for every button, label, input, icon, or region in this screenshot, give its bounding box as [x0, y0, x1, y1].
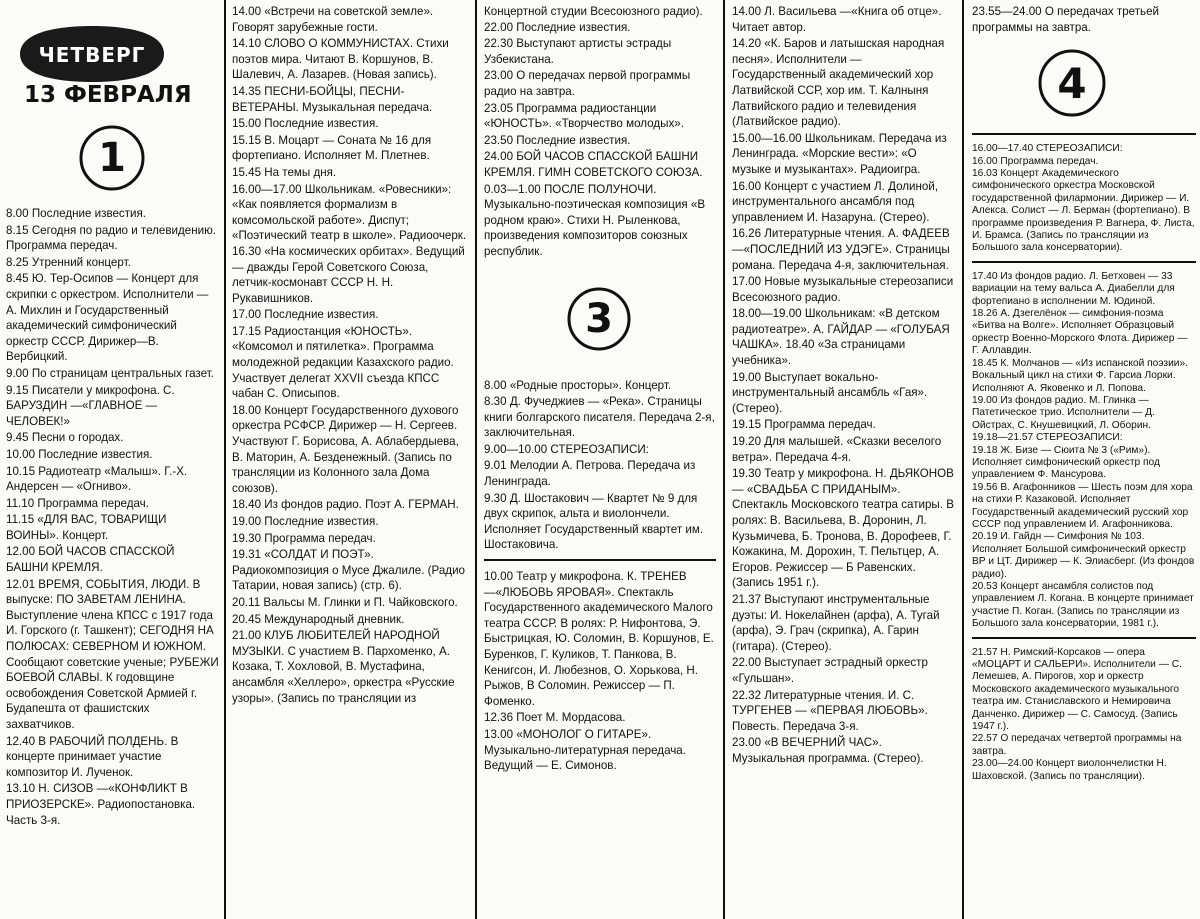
entry-time: 12.00: [6, 545, 36, 559]
entry-time: 12.36: [484, 711, 514, 725]
schedule-entry: [232, 133, 468, 164]
section-rule: [484, 559, 716, 561]
entry-text: «В ВЕЧЕРНИЙ ЧАС». Музыкальная программа. (Стерео).: [732, 736, 924, 765]
entry-time: 21.57: [972, 646, 998, 658]
channel-3-number: 3: [585, 295, 613, 342]
entry-text: И. Гайдн — Симфония № 103. Исполняет Большой симфонический оркестр ВР и ЦТ. Дирижер — К. Элиасберг. (Из фондов радио).: [972, 531, 1195, 580]
schedule-entry: [972, 271, 1196, 308]
schedule-entry: [232, 307, 468, 323]
schedule-list-col5-bottom: [972, 647, 1196, 783]
column-3: [484, 4, 716, 775]
schedule-entry: [6, 496, 220, 512]
entry-time: 20.53: [972, 581, 998, 592]
entry-text: Литературные чтения. А. ФАДЕЕВ—«ПОСЛЕДНИЙ ИЗ УДЭГЕ». Страницы романа. Передача 4-я, заключительная.: [732, 227, 950, 272]
schedule-entry: [232, 547, 468, 594]
entry-text: В. Агафонников — Шесть поэм для хора на стихи Р. Казаковой. Исполняет Государственный академический русский хор СССР под управлением И. Агафонникова.: [972, 481, 1193, 530]
entry-text: Д. Шостакович — Квартет № 9 для двух скрипок, альта и виолончели. Исполняет Государственный квартет им. Шостаковича.: [484, 491, 704, 552]
schedule-entry: [972, 308, 1196, 358]
entry-time: 16.26: [732, 227, 762, 241]
day-label: ЧЕТВЕРГ: [38, 43, 146, 67]
entry-text: Для малышей. «Сказки веселого ветра». Передача 4-я.: [732, 435, 942, 464]
entry-text: Школьникам: «В детском радиотеатре». А. ГАЙДАР — «ГОЛУБАЯ ЧАШКА». 18.40 «За страницами учебника».: [732, 307, 950, 368]
entry-text: 16.00—17.40 СТЕРЕОЗАПИСИ:: [972, 143, 1123, 155]
entry-text: Писатели у микрофона. С. БАРУЗДИН —«ГЛАВНОЕ — ЧЕЛОВЕК!»: [6, 383, 175, 428]
schedule-entry: [732, 434, 956, 465]
schedule-entry: [232, 403, 468, 497]
entry-time: 21.00: [232, 629, 262, 643]
entry-text: «Встречи на советской земле». Говорят зарубежные гости.: [232, 5, 434, 34]
entry-time: 10.00: [484, 570, 514, 584]
schedule-entry: [6, 383, 220, 430]
entry-time: 24.00: [484, 150, 514, 164]
entry-time: 13.10: [6, 782, 36, 796]
entry-time: 22.00: [484, 20, 514, 34]
entry-text: Радиотеатр «Малыш». Г.-Х. Андерсен — «Огниво».: [6, 464, 188, 494]
entry-time: 23.00: [484, 69, 514, 83]
schedule-entry: [732, 274, 956, 305]
entry-text: Сегодня по радио и телевидению. Программа передач.: [6, 223, 217, 253]
schedule-entry: [484, 458, 716, 489]
entry-text: Концерт виолончелистки Н. Шаховской. (Запись по трансляции).: [972, 758, 1167, 782]
entry-text: Мелодии А. Петрова. Передача из Ленинграда.: [484, 459, 696, 489]
entry-time: 17.00: [232, 308, 262, 322]
schedule-entry: [232, 324, 468, 402]
entry-text: Последние известия.: [516, 20, 631, 34]
entry-time: 12.40: [6, 734, 36, 748]
entry-time: 19.30: [232, 531, 262, 545]
entry-text: Программа радиостанции «ЮНОСТЬ». «Творчество молодых».: [484, 101, 684, 131]
entry-text: По страницам центральных газет.: [31, 366, 214, 380]
channel-1-badge: [78, 124, 146, 192]
entry-time: 19.18: [972, 444, 998, 456]
entry-time: 16.00—17.00: [232, 182, 302, 196]
entry-time: 19.00: [972, 394, 998, 406]
schedule-entry: [484, 182, 716, 260]
schedule-entry: [972, 531, 1196, 581]
section-rule: [972, 261, 1196, 263]
entry-time: 19.15: [732, 418, 762, 432]
schedule-entry: [732, 179, 956, 226]
entry-text: Школьникам. «Ровесники»: «Как появляется формализм в комсомольской работе». Диспут; «Поэтический театр в школе». Радиоочерк. 16.30 «На космических орбитах». Ведущий — дважды Герой Советского Союза, летчик-космонавт СССР Н. Н. Рукавишников.: [232, 182, 467, 305]
schedule-entry: [6, 447, 220, 463]
schedule-list-col2: [232, 4, 468, 706]
entry-time: 18.00—19.00: [732, 307, 802, 321]
schedule-entry: [232, 182, 468, 307]
entry-time: 8.00: [484, 378, 507, 392]
schedule-list-col3-mid: [484, 378, 716, 554]
entry-text: Из фондов радио. Поэт А. ГЕРМАН.: [264, 498, 459, 512]
schedule-entry: [972, 432, 1196, 444]
entry-time: 15.00: [232, 117, 262, 131]
schedule-entry: [232, 84, 468, 115]
schedule-entry: [232, 628, 468, 706]
entry-time: 17.15: [232, 324, 262, 338]
schedule-entry: [972, 758, 1196, 783]
entry-text: Последние известия.: [38, 447, 153, 461]
schedule-entry: [6, 430, 220, 446]
entry-time: 9.30: [484, 491, 507, 505]
entry-time: 22.57: [972, 733, 998, 745]
entry-time: 9.45: [6, 431, 29, 445]
schedule-entry: [484, 68, 716, 99]
entry-text: «К. Баров и латышская народная песня». Исполнители — Государственный академический хор Латвийской ССР, хор им. Т. Калныня Латвийского радио и телевидения (Латвийское радио).: [732, 37, 945, 129]
schedule-list-col5-top: [972, 4, 1196, 35]
entry-text: Н. СИЗОВ —«КОНФЛИКТ В ПРИОЗЕРСКЕ». Радиопостановка. Часть 3-я.: [6, 782, 196, 827]
schedule-entry: [484, 36, 716, 67]
schedule-entry: [732, 417, 956, 433]
entry-time: 22.00: [732, 656, 762, 670]
entry-time: 22.32: [732, 688, 762, 702]
entry-text: Последние известия.: [516, 133, 631, 147]
entry-time: 10.15: [6, 464, 36, 478]
entry-text: Радиостанция «ЮНОСТЬ». «Комсомол и пятилетка». Программа молодежной редакции Казахского радио. Участвует делегат XXVII съезда КПСС чабан С. Описыпов.: [232, 324, 454, 401]
divider: [962, 0, 964, 919]
entry-text: Литературные чтения. И. С. ТУРГЕНЕВ — «ПЕРВАЯ ЛЮБОВЬ». Повесть. Передача 3-я.: [732, 688, 928, 733]
entry-text: ПОСЛЕ ПОЛУНОЧИ. Музыкально-поэтическая композиция «В родном краю». Стихи Н. Рыленкова, произведения композиторов союзных республик.: [484, 182, 706, 258]
entry-text: О передачах четвертой программы на завтра.: [972, 733, 1182, 757]
schedule-entry: [972, 647, 1196, 734]
schedule-list-col5-mid: [972, 271, 1196, 631]
entry-time: 20.11: [232, 595, 261, 609]
schedule-entry: [484, 710, 716, 726]
schedule-list-col5-stereo1: [972, 143, 1196, 255]
section-rule: [972, 133, 1196, 135]
entry-time: 11.10: [6, 496, 35, 510]
entry-time: 0.03—1.00: [484, 182, 541, 196]
entry-time: 8.15: [6, 223, 29, 237]
entry-text: К. Молчанов — «Из испанской поэзии». Вокальный цикл на стихи Ф. Гарсиа Лорки. Исполняют А. Яковенко и Л. Попова.: [972, 357, 1188, 394]
entry-time: 14.00: [732, 5, 762, 18]
schedule-entry: [6, 366, 220, 382]
schedule-entry: [232, 497, 468, 513]
entry-time: 23.05: [484, 101, 514, 115]
schedule-entry: [232, 165, 468, 181]
schedule-entry: [972, 4, 1196, 35]
entry-text: В РАБОЧИЙ ПОЛДЕНЬ. В концерте принимает участие композитор И. Лученок.: [6, 734, 179, 779]
schedule-entry: [484, 20, 716, 36]
schedule-entry: [972, 156, 1196, 168]
entry-text: Последние известия.: [31, 207, 147, 220]
column-1: [6, 4, 220, 829]
schedule-entry: [232, 36, 468, 83]
schedule-entry: [972, 581, 1196, 631]
entry-text: Новые музыкальные стереозаписи Всесоюзного радио.: [732, 275, 954, 304]
entry-text: Л. Васильева —«Книга об отце». Читает автор.: [732, 5, 942, 34]
schedule-entry: [732, 306, 956, 368]
entry-time: 23.55—24.00: [972, 5, 1042, 18]
divider: [723, 0, 725, 919]
schedule-entry: [732, 655, 956, 686]
schedule-entry: [972, 395, 1196, 432]
entry-time: 19.20: [732, 435, 762, 449]
divider: [475, 0, 477, 919]
entry-time: 17.00: [732, 275, 762, 289]
schedule-entry: [484, 569, 716, 709]
column-4: [732, 4, 956, 768]
entry-text: Концерт Государственного духового оркестра РСФСР. Дирижер — Н. Сергеев. Участвуют Г. Борисова, А. Аблабердыева, В. Маторин, А. Безденежный. (Запись по трансляции из Колонного зала Дома союзов).: [232, 403, 459, 495]
entry-text: Школьникам. Передача из Ленинграда. «Морские вести»: «О музыке и музыкантах». Радиоигра.: [732, 131, 947, 176]
entry-text: ПЕСНИ-БОЙЦЫ, ПЕСНИ-ВЕТЕРАНЫ. Музыкальная передача.: [232, 84, 433, 114]
entry-text: Из фондов радио. Л. Бетховен — 33 вариации на тему вальса А. Диабелли для фортепиано в исполнении М. Юдиной.: [972, 270, 1175, 307]
schedule-entry: [6, 206, 220, 222]
entry-text: «ДЛЯ ВАС, ТОВАРИЩИ ВОИНЫ». Концерт.: [6, 513, 167, 542]
schedule-entry: [232, 116, 468, 132]
entry-time: 12.01: [6, 577, 36, 591]
entry-text: СЛОВО О КОММУНИСТАХ. Стихи поэтов мира. Читают В. Коршунов, В. Шалевич, А. Лазарев. (Новая запись).: [232, 37, 449, 82]
schedule-entry: [484, 394, 716, 441]
date-label: 13 ФЕВРАЛЯ: [24, 82, 192, 108]
entry-time: 18.40: [232, 498, 262, 512]
schedule-entry: [972, 445, 1196, 482]
entry-time: 22.30: [484, 37, 514, 51]
entry-time: 16.03: [972, 168, 998, 179]
entry-text: Выступают артисты эстрады Узбекистана.: [484, 37, 672, 66]
entry-text: Программа передач.: [37, 496, 149, 510]
schedule-entry: [732, 466, 956, 591]
entry-text: Н. Римский-Корсаков — опера «МОЦАРТ И САЛЬЕРИ». Исполнители — С. Лемешев, А. Пирогов, хор и оркестр Московского академического музыкального театра им. Станиславского и Немировича Данченко. Дирижер — С. Самосуд. (Запись 1947 г.).: [972, 646, 1182, 733]
entry-text: Вальсы М. Глинки и П. Чайковского.: [263, 595, 458, 609]
entry-text: На темы дня.: [264, 165, 337, 179]
schedule-entry: [732, 131, 956, 178]
entry-text: Из фондов радио. М. Глинка — Патетическое трио. Исполнители — Д. Ойстрах, С. Кнушевицкий, Л. Оборин.: [972, 394, 1155, 431]
schedule-entry: [484, 727, 716, 774]
entry-time: 9.15: [6, 383, 29, 397]
entry-time: 10.00: [6, 447, 36, 461]
schedule-list-col1: [6, 206, 220, 828]
entry-time: 17.40: [972, 270, 998, 282]
entry-text: Последние известия.: [264, 117, 379, 131]
entry-time: 15.00—16.00: [732, 131, 802, 145]
entry-text: КЛУБ ЛЮБИТЕЛЕЙ НАРОДНОЙ МУЗЫКИ. С участием В. Пархоменко, А. Козака, Т. Хохловой, В. Мустафина, ансамбля «Хеллеро», оркестра «Русские узоры». (Запись по трансляции из: [232, 629, 455, 705]
entry-text: Концерт Академического симфонического оркестра Московской государственной филармонии. Дирижер — И. Алекса. Солист — Л. Берман (фортепиано). В программе произведения Р. Вагнера, Ф. Листа, И. Брамса. (Запись по трансляции из Большого зала консерватории).: [972, 168, 1195, 254]
entry-time: 8.45: [6, 272, 29, 286]
schedule-entry: [972, 482, 1196, 532]
schedule-list-col3-top: [484, 20, 716, 260]
entry-text: Песни о городах.: [31, 431, 124, 445]
entry-time: 14.35: [232, 84, 262, 98]
entry-text: Д. Фучеджиев — «Река». Страницы книги болгарского писателя. Передача 2-я, заключительная.: [484, 395, 715, 440]
entry-time: 14.00: [232, 5, 262, 18]
entry-time: 23.00—24.00: [972, 758, 1034, 770]
entry-time: 19.00: [232, 515, 262, 528]
channel-4-badge: [1036, 47, 1108, 119]
schedule-entry: [484, 378, 716, 394]
entry-text: 19.18—21.57 СТЕРЕОЗАПИСИ:: [972, 432, 1123, 444]
entry-time: 14.10: [232, 37, 262, 51]
schedule-entry: [732, 735, 956, 766]
entry-text: А. Дзегелёнок — симфония-поэма «Битва на Волге». Исполняет Образцовый оркестр Военно-Морского Флота. Дирижер — Г. Аллавдин.: [972, 308, 1188, 357]
entry-text: Утренний концерт.: [31, 255, 131, 269]
entry-time: 19.30: [732, 467, 762, 481]
entry-time: 20.19: [972, 531, 998, 543]
schedule-entry: [484, 442, 716, 458]
entry-text: БОЙ ЧАСОВ СПАССКОЙ БАШНИ КРЕМЛЯ.: [6, 545, 175, 575]
channel-3-badge: [566, 286, 632, 352]
entry-time: 19.56: [972, 481, 998, 493]
schedule-entry: [232, 612, 468, 628]
schedule-entry: [232, 514, 468, 530]
entry-text: О передачах первой программы радио на завтра.: [484, 69, 691, 98]
entry-text: Ю. Тер-Осипов — Концерт для скрипки с оркестром. Исполнители — А. Михлин и Государственный академический симфонический оркестр СССР. Дирижер—В. Вербицкий.: [6, 272, 209, 364]
entry-text: О передачах третьей программы на завтра.: [972, 5, 1160, 34]
entry-time: 9.01: [484, 459, 507, 473]
entry-time: 18.45: [972, 357, 998, 369]
entry-text: Международный дневник.: [264, 612, 405, 626]
schedule-entry: [6, 544, 220, 575]
schedule-entry: [6, 271, 220, 365]
entry-time: 18.26: [972, 308, 998, 320]
entry-time: 15.45: [232, 165, 262, 179]
entry-text: Программа передач.: [764, 418, 876, 432]
schedule-entry: [6, 255, 220, 271]
schedule-entry: [972, 168, 1196, 255]
entry-text: Программа передач.: [264, 531, 376, 545]
entry-text: Выступают инструментальные дуэты: И. Нокелайнен (арфа), А. Тугай (арфа), Э. Грач (скрипка), А. Гарин (гитара). (Стерео).: [732, 592, 940, 653]
entry-text: БОЙ ЧАСОВ СПАССКОЙ БАШНИ КРЕМЛЯ. ГИМН СОВЕТСКОГО СОЮЗА.: [484, 150, 703, 179]
schedule-entry: [732, 226, 956, 273]
entry-text: «СОЛДАТ И ПОЭТ». Радиокомпозиция о Мусе Джалиле. (Радио Татарии, новая запись) (стр. 6).: [232, 548, 465, 593]
entry-text: Концерт с участием Л. Долиной, инструментального ансамбля под управлением И. Назаруна. (Стерео).: [732, 179, 939, 224]
schedule-entry: [6, 512, 220, 543]
entry-time: 23.50: [484, 133, 514, 147]
schedule-entry: [6, 577, 220, 733]
schedule-entry: [972, 358, 1196, 395]
entry-time: 21.37: [732, 592, 762, 606]
entry-time: 9.00: [6, 366, 29, 380]
schedule-entry: [6, 223, 220, 254]
day-banner: [12, 24, 218, 84]
schedule-entry: [972, 733, 1196, 758]
entry-text: Театр у микрофона. К. ТРЕНЕВ —«ЛЮБОВЬ ЯРОВАЯ». Спектакль Государственного академического Малого театра СССР. В ролях: Р. Нифонтова, Э. Быстрицкая, Ю. Соломин, В. Коршунов, Е. Буренков, Г. Куликов, Т. Панкова, В. Кенигсон, И. Любезнов, О. Хорькова, Н. Рыжов, В Соломин. Режиссер — П. Фоменко.: [484, 570, 714, 708]
entry-text: Выступает эстрадный оркестр «Гульшан».: [732, 656, 928, 685]
entry-text: Последние известия.: [264, 515, 379, 528]
entry-text: Выступает вокально-инструментальный ансамбль «Гая». (Стерео).: [732, 370, 928, 415]
schedule-entry: [732, 4, 956, 35]
schedule-entry: [732, 36, 956, 130]
entry-time: 8.25: [6, 255, 29, 269]
schedule-entry: [6, 464, 220, 495]
entry-text: Ж. Бизе — Сюита № 3 («Рим»). Исполняет симфонический оркестр под управлением Ф. Мансурова.: [972, 444, 1160, 481]
entry-text: Концерт ансамбля солистов под управлением Л. Когана. В концерте принимает участие П. Коган. (Запись по трансляции из Большого зала консерватории, 1981 г.).: [972, 581, 1194, 630]
column-5: [972, 4, 1196, 783]
schedule-entry: [6, 781, 220, 828]
entry-time: 19.31: [232, 548, 262, 562]
entry-time: 11.15: [6, 513, 35, 527]
schedule-list-col3-bottom: [484, 569, 716, 774]
entry-time: 8.00: [6, 207, 29, 220]
entry-text: ВРЕМЯ, СОБЫТИЯ, ЛЮДИ. В выпуске: ПО ЗАВЕТАМ ЛЕНИНА. Выступление члена КПСС с 1917 года И. Горского (г. Ташкент); СЕГОДНЯ НА ПОЛЮСАХ: СЕВЕРНОМ И ЮЖНОМ. Сообщают советские ученые; РУБЕЖИ БОЕВОЙ СЛАВЫ. К годовщине освобождения Советской Армией г. Будапешта от фашистских захватчиков.: [6, 577, 219, 731]
entry-text: 9.00—10.00 СТЕРЕОЗАПИСИ:: [484, 442, 649, 456]
entry-time: 15.15: [232, 133, 262, 147]
channel-4-number: 4: [1057, 58, 1087, 108]
schedule-entry: [732, 688, 956, 735]
entry-time: 16.00: [972, 155, 998, 167]
schedule-entry: [232, 595, 468, 611]
entry-time: 8.30: [484, 395, 507, 409]
schedule-entry: [232, 531, 468, 547]
entry-text: В. Моцарт — Соната № 16 для фортепиано. Исполняет М. Плетнев.: [232, 133, 432, 163]
entry-time: 19.00: [732, 370, 762, 384]
entry-text: Поет М. Мордасова.: [516, 711, 626, 725]
schedule-entry: [232, 4, 468, 35]
schedule-entry: [972, 143, 1196, 155]
continuation-text: Концертной студии Всесоюзного радио).: [484, 5, 703, 18]
entry-time: 16.00: [732, 179, 762, 193]
entry-text: «Родные просторы». Концерт.: [509, 378, 672, 392]
schedule-entry: [484, 101, 716, 132]
section-rule: [972, 637, 1196, 639]
entry-time: 14.20: [732, 37, 762, 51]
entry-time: 13.00: [484, 727, 514, 741]
entry-text: Последние известия.: [264, 308, 379, 322]
schedule-list-col4: [732, 4, 956, 767]
schedule-entry: [484, 133, 716, 149]
schedule-entry: [732, 370, 956, 417]
schedule-entry: [732, 592, 956, 654]
schedule-entry: [6, 734, 220, 781]
schedule-entry: [484, 149, 716, 180]
entry-text: Программа передач.: [1000, 155, 1099, 167]
column-2: [232, 4, 468, 707]
entry-time: 20.45: [232, 612, 262, 626]
channel-1-number: 1: [98, 135, 126, 181]
entry-time: 23.00: [732, 736, 762, 750]
divider: [224, 0, 226, 919]
entry-time: 18.00: [232, 403, 262, 417]
entry-text: Театр у микрофона. Н. ДЬЯКОНОВ — «СВАДЬБА С ПРИДАНЫМ». Спектакль Московского театра сатиры. В ролях: В. Васильева, В. Доронин, Л. Кузьмичева, Б. Тронова, В. Дорофеев, Г. Кожакина, М. Дорохин, Т. Пельтцер, А. Егоров. Режиссер — Б Равенских. (Запись 1951 г.).: [732, 467, 954, 590]
schedule-entry: [484, 491, 716, 553]
entry-text: «МОНОЛОГ О ГИТАРЕ». Музыкально-литературная передача. Ведущий — Е. Симонов.: [484, 727, 686, 773]
